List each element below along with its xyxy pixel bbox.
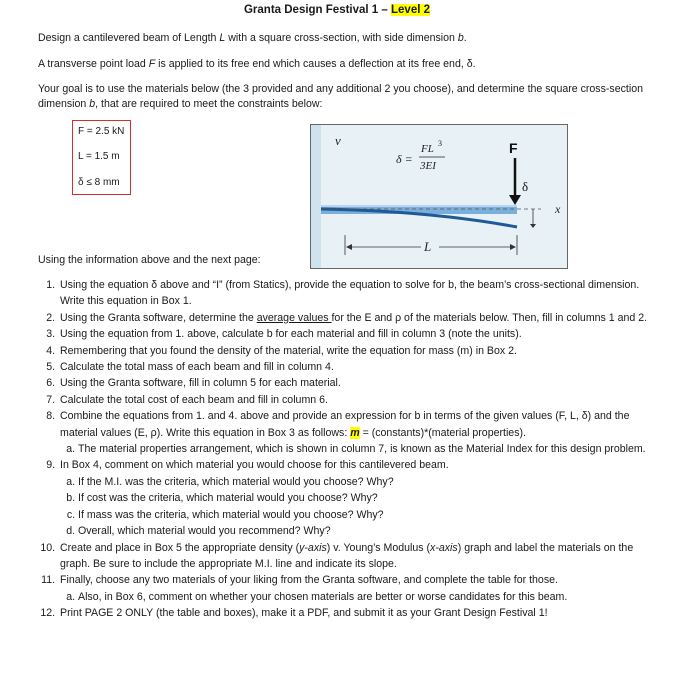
- v-label: v: [335, 133, 341, 148]
- step-9c: c. If mass was the criteria, which material would you choose? Why?: [78, 507, 658, 523]
- given-force: F = 2.5 kN: [78, 126, 125, 137]
- equation-lhs: δ =: [396, 152, 413, 166]
- cantilever-diagram: [311, 125, 567, 268]
- step-1: 1. Using the equation δ above and “I” (from Statics), provide the equation to solve for b, the beam’s cross-sectional dimension. Write this equation in Box 1.: [58, 277, 658, 310]
- intro-paragraph-1: Design a cantilevered beam of Length L with a square cross-section, with side dimension b.: [38, 32, 467, 44]
- step-4: 4. Remembering that you found the density of the material, write the equation for mass (m) in Box 2.: [58, 343, 658, 359]
- cantilever-figure: [310, 124, 568, 269]
- given-length: L = 1.5 m: [78, 151, 120, 162]
- equation-exponent: 3: [438, 139, 442, 148]
- intro-paragraph-3: Your goal is to use the materials below (the 3 provided and any additional 2 you choose), and determine the square cross-section dimension b, that are required to meet the constraints below:: [38, 83, 643, 110]
- step-3: 3. Using the equation from 1. above, calculate b for each material and fill in column 3 (note the units).: [58, 326, 658, 342]
- page-title: [0, 4, 674, 16]
- step-9d: d. Overall, which material would you recommend? Why?: [78, 523, 658, 539]
- given-deflection: δ ≤ 8 mm: [78, 177, 120, 188]
- intro-paragraph-2: A transverse point load F is applied to its free end which causes a deflection at its free end, δ.: [38, 58, 476, 70]
- step-11: 11. Finally, choose any two materials of your liking from the Granta software, and complete the table for those. a. Also, in Box 6, comment on whether your chosen materials are better or worse candidates for this beam.: [58, 572, 658, 605]
- instruction-list: [38, 277, 658, 622]
- step-12: 12. Print PAGE 2 ONLY (the table and boxes), make it a PDF, and submit it as your Grant Design Festival 1!: [58, 605, 658, 621]
- deflection-indicator-head: [530, 224, 536, 228]
- x-label: x: [555, 202, 561, 216]
- equation-numerator: FL: [421, 143, 434, 155]
- wall: [311, 125, 321, 268]
- step-6: 6. Using the Granta software, fill in column 5 for each material.: [58, 375, 658, 391]
- step-9a: a. If the M.I. was the criteria, which material would you choose? Why?: [78, 474, 658, 490]
- length-label: L: [424, 239, 432, 254]
- step-9b: b. If cost was the criteria, which material would you choose? Why?: [78, 490, 658, 506]
- title-level-highlight: Level 2: [391, 4, 430, 16]
- step-2: 2. Using the Granta software, determine the average values for the E and ρ of the materials below. Then, fill in columns 1 and 2.: [58, 310, 658, 326]
- dimension-arrow-right: [510, 244, 516, 250]
- step-7: 7. Calculate the total cost of each beam and fill in column 6.: [58, 392, 658, 408]
- step-8a: a. The material properties arrangement, which is shown in column 7, is known as the Material Index for this design problem.: [78, 441, 658, 457]
- beam-highlight: [321, 205, 517, 207]
- equation-denominator: 3EI: [420, 160, 436, 172]
- force-label: F: [509, 140, 518, 156]
- title-text: Granta Design Festival 1 –: [243, 4, 391, 16]
- force-arrow-head: [509, 195, 521, 205]
- step-11a: a. Also, in Box 6, comment on whether your chosen materials are better or worse candidates for this beam.: [78, 589, 658, 605]
- step-9: 9. In Box 4, comment on which material you would choose for this cantilevered beam. a. If the M.I. was the criteria, which material would you choose? Why? b. If cost was the criteria, which material would you choose? Why? c. If mass was the criteria, which material would you choose? Why? d. Overall, which material would you recommend? Why?: [58, 457, 658, 539]
- step-5: 5. Calculate the total mass of each beam and fill in column 4.: [58, 359, 658, 375]
- dimension-arrow-left: [346, 244, 352, 250]
- using-info-text: Using the information above and the next page:: [38, 254, 261, 266]
- delta-label: δ: [522, 179, 529, 194]
- step-8: 8. Combine the equations from 1. and 4. above and provide an expression for b in terms of the given values (F, L, δ) and the material values (E, ρ). Write this equation in Box 3 as follows: m = (constants)*(material properties). a. The material properties arrangement, which is shown in column 7, is known as the Material Index for this design problem.: [58, 408, 658, 457]
- step-10: 10. Create and place in Box 5 the appropriate density (y-axis) v. Young’s Modulus (x-axis) graph and label the materials on the graph. Be sure to include the appropriate M.I. line and indicate its slope.: [58, 540, 658, 573]
- given-values-box: [72, 120, 131, 195]
